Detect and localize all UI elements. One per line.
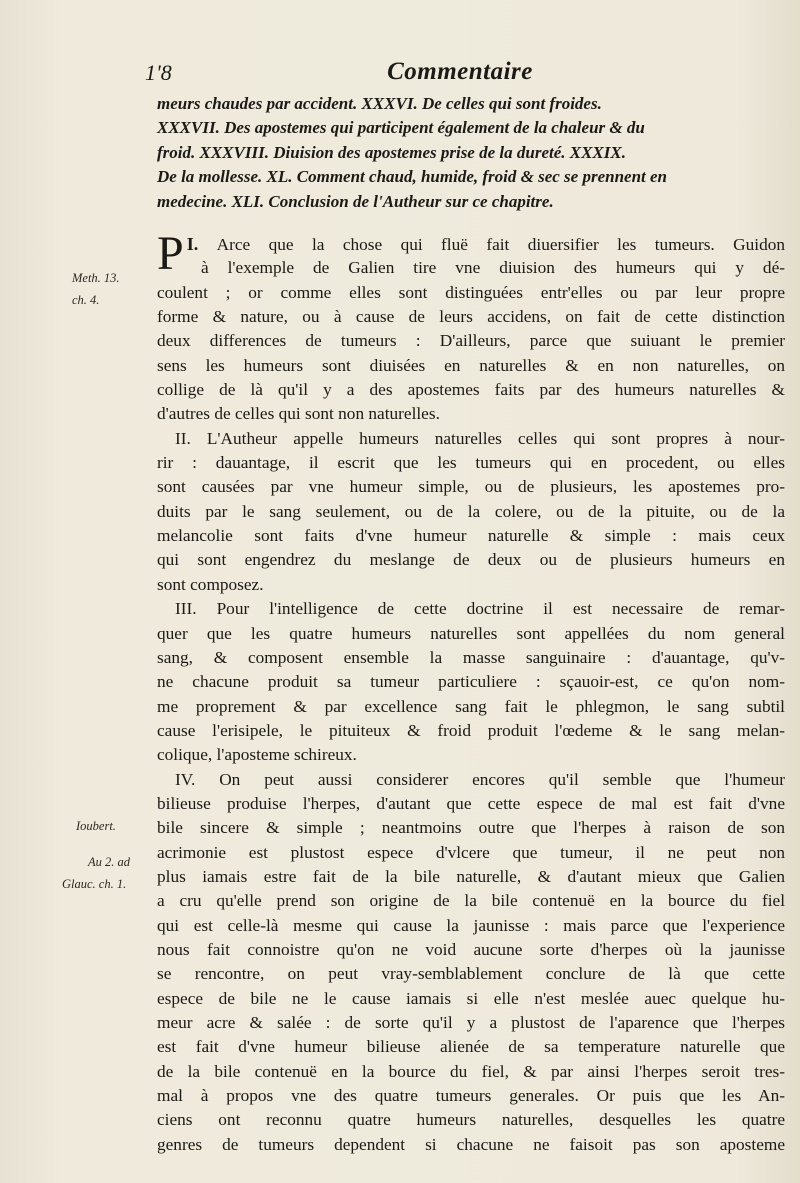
- margin-note-joubert: Ioubert.: [76, 819, 116, 833]
- margin-note-glaucon: Glauc. ch. 1.: [62, 877, 127, 891]
- body-line: à l'exemple de Galien tire vne diuision des humeurs qui y dé-: [201, 258, 785, 278]
- page-number: 1'8: [145, 60, 172, 85]
- body-line: sens les humeurs sont diuisées en naturelles & en non naturelles, on: [157, 355, 785, 375]
- body-line: quer que les quatre humeurs naturelles sont appellées du nom general: [157, 623, 785, 643]
- body-text: [157, 227, 785, 1157]
- body-line: I. P Arce que la chose qui fluë fait diuersifier les tumeurs. Guidon: [157, 227, 785, 280]
- body-line: est fait d'vne humeur bilieuse alienée de sa temperature naturelle que: [157, 1037, 785, 1057]
- summary-line: medecine. XLI. Conclusion de l'Autheur sur ce chapitre.: [157, 191, 554, 211]
- body-line: se rencontre, on peut vray-semblablement conclure de là que cette: [157, 964, 785, 984]
- body-line: plus iamais estre fait de la bile naturelle, & d'autant mieux que Galien: [157, 866, 785, 886]
- body-line: a cru qu'elle prend son origine de la bile contenuë en la bource du fiel: [157, 891, 785, 911]
- summary-line: XXXVII. Des apostemes qui participent également de la chaleur & du: [157, 118, 645, 138]
- body-line: sang, & composent ensemble la masse sanguinaire : d'auantage, qu'v-: [157, 647, 785, 667]
- body-line: sont composez.: [157, 574, 264, 594]
- body-line: de la bile contenuë en la bource du fiel, & par ainsi l'herpes seroit tres-: [157, 1061, 785, 1081]
- summary-line: meurs chaudes par accident. XXXVI. De celles qui sont froides.: [157, 94, 602, 113]
- body-line: qui est celle-là mesme qui cause la jaunisse : mais parce que l'experience: [157, 915, 785, 935]
- body-line: II. L'Autheur appelle humeurs naturelles celles qui sont propres à nour-: [175, 428, 785, 448]
- body-line: meur acre & salée : de sorte qu'il y a plustost de l'aparence que l'herpes: [157, 1013, 785, 1032]
- body-line: mal à propos vne des quatre tumeurs generales. Or puis que les An-: [157, 1086, 785, 1106]
- body-line: qui sont engendrez du meslange de deux ou de plusieurs humeurs en: [157, 550, 785, 570]
- drop-cap: P: [157, 227, 184, 280]
- summary-line: froid. XXXVIII. Diuision des apostemes prise de la dureté. XXXIX.: [157, 142, 626, 162]
- body-line: sont causées par vne humeur simple, ou de plusieurs, les apostemes pro-: [157, 477, 785, 497]
- body-line: bile sincere & simple ; neantmoins outre que l'herpes à raison de son: [157, 818, 785, 838]
- body-line: bilieuse produise l'herpes, d'autant que cette espece de mal est fait d'vne: [157, 793, 785, 813]
- body-line: d'autres de celles qui sont non naturelles.: [157, 404, 440, 424]
- body-line: acrimonie est plustost espece d'vlcere que tumeur, il ne peut non: [157, 842, 785, 862]
- body-line: III. Pour l'intelligence de cette doctrine il est necessaire de remar-: [175, 599, 785, 619]
- body-line: rir : dauantage, il escrit que les tumeurs qui en procedent, ou elles: [157, 453, 785, 473]
- margin-note-meth: Meth. 13.: [72, 271, 120, 285]
- body-line: me proprement & par excellence sang fait le phlegmon, le sang subtil: [157, 696, 785, 716]
- margin-note-chapter: ch. 4.: [72, 293, 100, 307]
- running-title: Commentaire: [387, 58, 533, 85]
- body-line: deux differences de tumeurs : D'ailleurs, parce que suiuant le premier: [157, 331, 785, 351]
- section-number: I.: [186, 234, 199, 254]
- margin-note-galen-ref: Au 2. ad: [88, 855, 131, 869]
- body-line: nous fait connoistre qu'on ne void aucune sorte d'herpes où la jaunisse: [157, 939, 785, 959]
- body-line: melancolie sont faits d'vne humeur naturelle & simple : mais ceux: [157, 526, 785, 546]
- body-line: colique, l'aposteme schireux.: [157, 745, 357, 765]
- body-line: IV. On peut aussi considerer encores qu'il semble que l'humeur: [175, 769, 785, 789]
- chapter-summary: [157, 92, 783, 214]
- body-line: espece de bile ne le cause iamais si elle n'est meslée auec quelque hu-: [157, 988, 785, 1008]
- body-line: coulent ; or comme elles sont distinguées entr'elles ou par leur propre: [157, 282, 785, 302]
- summary-line: De la mollesse. XL. Comment chaud, humide, froid & sec se prennent en: [157, 167, 668, 187]
- body-line: cause l'erisipele, le pituiteux & froid produit l'œdeme & le sang melan-: [157, 720, 785, 740]
- body-line: ciens ont reconnu quatre humeurs naturelles, desquelles les quatre: [157, 1110, 785, 1130]
- running-head: [140, 58, 780, 92]
- body-line: forme & nature, ou à cause de leurs accidens, on fait de cette distinction: [157, 307, 785, 327]
- body-line: ne chacune produit sa tumeur particuliere : sçauoir-est, ce qu'on nom-: [157, 672, 785, 692]
- body-line: genres de tumeurs dependent si chacune ne faisoit pas son aposteme: [157, 1134, 785, 1154]
- body-line: duits par le sang seulement, ou de la colere, ou de la pituite, ou de la: [157, 501, 785, 521]
- body-line: collige de là qu'il y a des apostemes faits par des humeurs naturelles &: [157, 380, 785, 400]
